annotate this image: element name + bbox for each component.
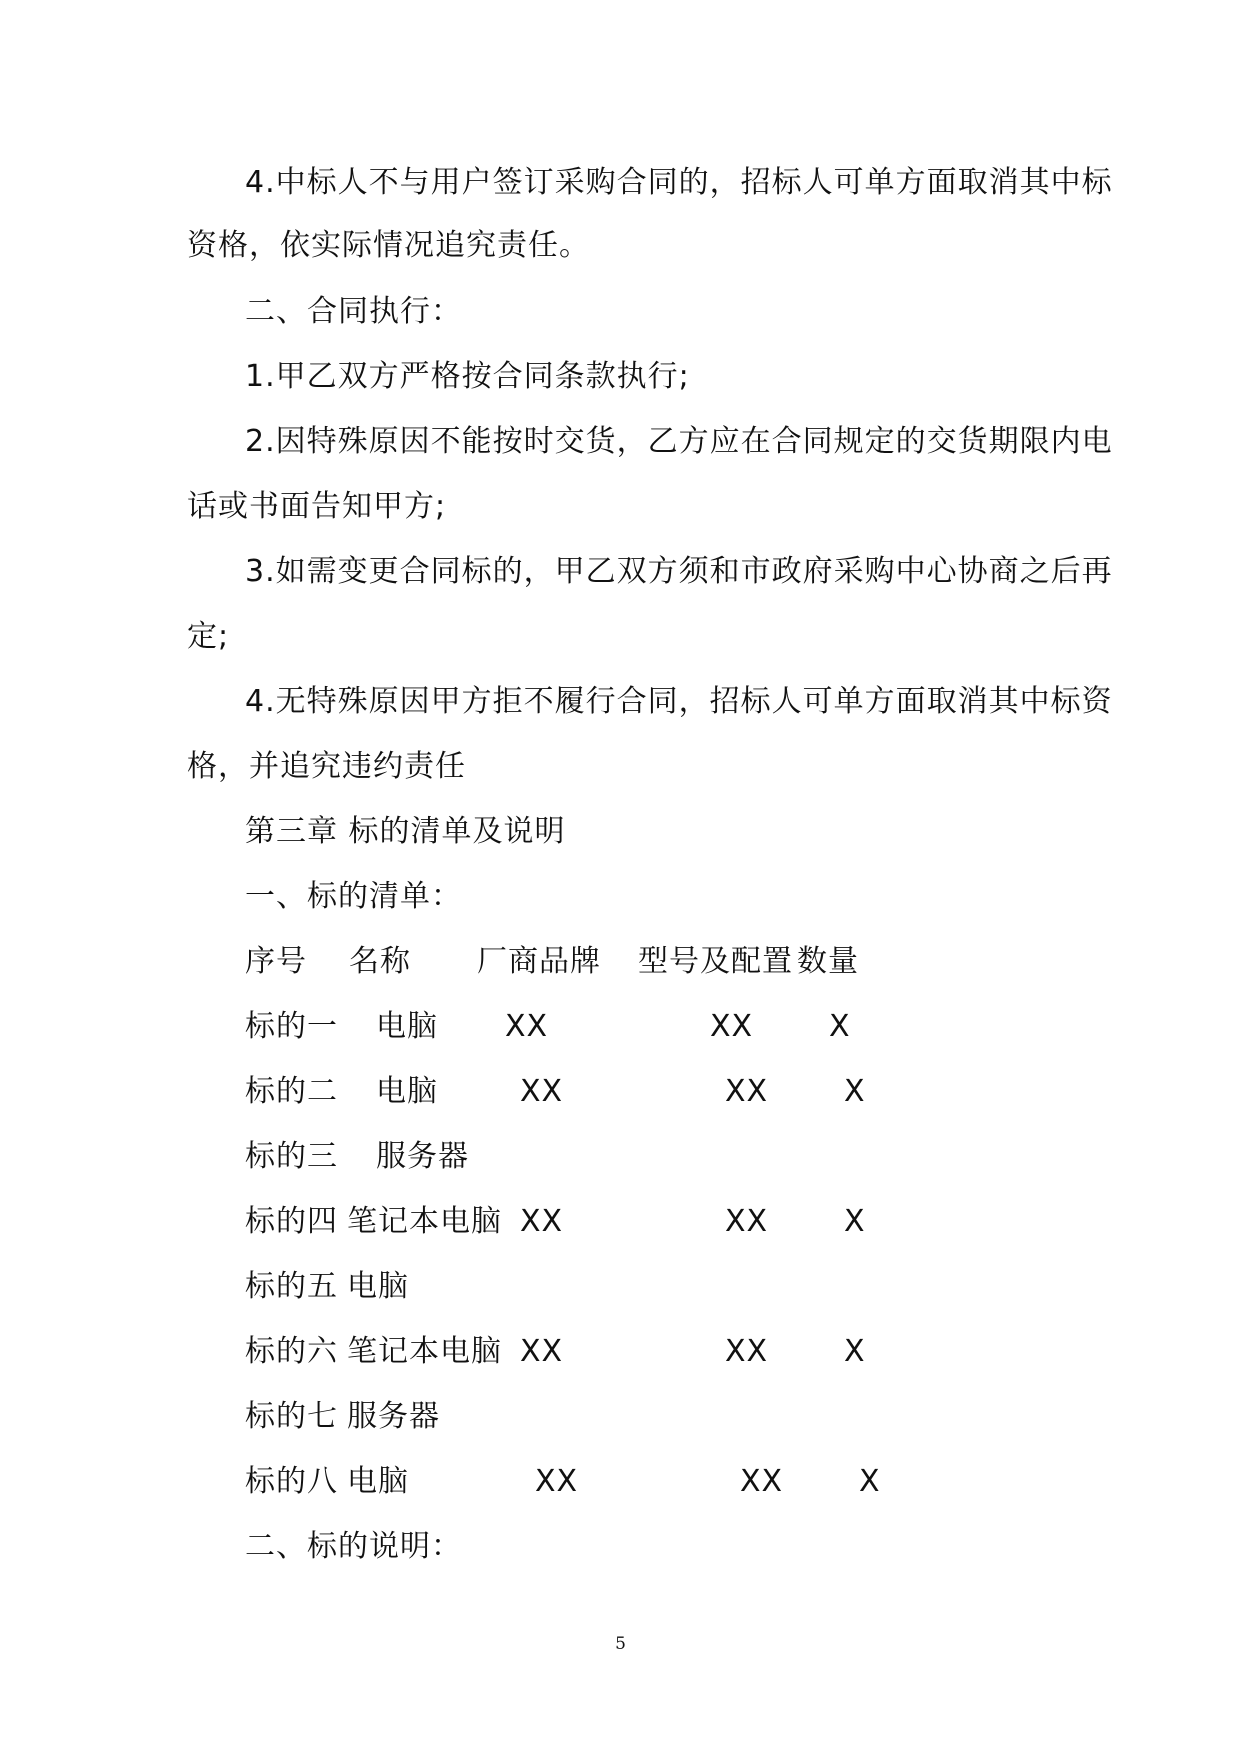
model-cell: XX: [725, 1204, 769, 1239]
paragraph: 3.如需变更合同标的，甲乙双方须和市政府采购中心协商之后再: [245, 554, 1113, 589]
name-cell: 电脑: [376, 1074, 438, 1109]
header-cell: 数量: [797, 944, 859, 979]
name-cell: 服务器: [347, 1399, 440, 1434]
row-number-cell: 标的二: [245, 1074, 338, 1109]
row-number-cell: 标的八: [245, 1464, 338, 1499]
quantity-cell: X: [859, 1464, 881, 1499]
name-cell: 笔记本电脑: [347, 1334, 502, 1369]
name-cell: 服务器: [376, 1139, 469, 1174]
header-cell: 名称: [349, 944, 411, 979]
header-cell: 型号及配置: [638, 944, 793, 979]
row-number-cell: 标的四: [245, 1204, 338, 1239]
brand-cell: XX: [520, 1074, 564, 1109]
page-number: 5: [615, 1634, 626, 1654]
header-cell: 序号: [245, 944, 307, 979]
name-cell: 电脑: [347, 1269, 409, 1304]
model-cell: XX: [740, 1464, 784, 1499]
paragraph: 资格，依实际情况追究责任。: [187, 228, 590, 263]
section-heading: 一、标的清单：: [245, 879, 462, 914]
paragraph: 4.无特殊原因甲方拒不履行合同，招标人可单方面取消其中标资: [245, 684, 1113, 719]
section-heading: 二、合同执行：: [245, 294, 462, 329]
paragraph: 定;: [187, 619, 230, 654]
chapter-heading: 第三章 标的清单及说明: [245, 814, 566, 849]
model-cell: XX: [725, 1334, 769, 1369]
row-number-cell: 标的五: [245, 1269, 338, 1304]
row-number-cell: 标的三: [245, 1139, 338, 1174]
header-cell: 厂商品牌: [477, 944, 601, 979]
paragraph: 2.因特殊原因不能按时交货，乙方应在合同规定的交货期限内电: [245, 424, 1113, 459]
name-cell: 电脑: [347, 1464, 409, 1499]
quantity-cell: X: [844, 1074, 866, 1109]
model-cell: XX: [725, 1074, 769, 1109]
model-cell: XX: [710, 1009, 754, 1044]
paragraph: 话或书面告知甲方;: [187, 489, 447, 524]
row-number-cell: 标的六: [245, 1334, 338, 1369]
quantity-cell: X: [829, 1009, 851, 1044]
name-cell: 电脑: [376, 1009, 438, 1044]
quantity-cell: X: [844, 1334, 866, 1369]
brand-cell: XX: [535, 1464, 579, 1499]
brand-cell: XX: [520, 1204, 564, 1239]
row-number-cell: 标的七: [245, 1399, 338, 1434]
paragraph: 4.中标人不与用户签订采购合同的，招标人可单方面取消其中标: [245, 165, 1113, 200]
name-cell: 笔记本电脑: [347, 1204, 502, 1239]
paragraph: 格，并追究违约责任: [187, 749, 466, 784]
brand-cell: XX: [520, 1334, 564, 1369]
quantity-cell: X: [844, 1204, 866, 1239]
section-heading: 二、标的说明：: [245, 1529, 462, 1564]
row-number-cell: 标的一: [245, 1009, 338, 1044]
paragraph: 1.甲乙双方严格按合同条款执行;: [245, 359, 690, 394]
brand-cell: XX: [505, 1009, 549, 1044]
